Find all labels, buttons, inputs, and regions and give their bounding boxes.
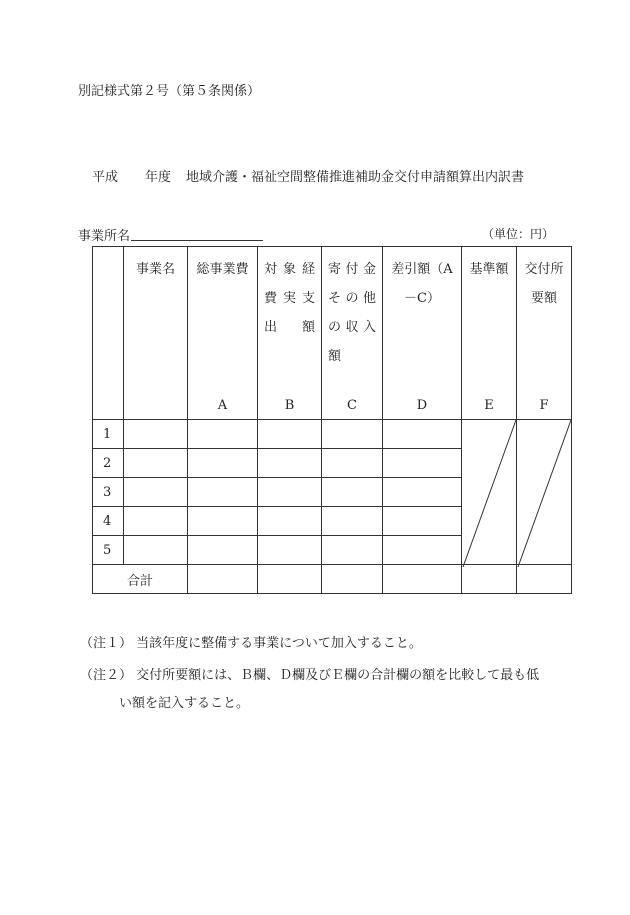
unit-label: （単位：円） [482, 227, 555, 241]
header-row [93, 247, 572, 420]
breakdown-table [92, 246, 572, 594]
cell-target-expense[interactable] [258, 507, 322, 536]
header-letter-d: D [416, 398, 428, 413]
header-donation-income: 寄付金その他の収入額 C [322, 247, 383, 420]
header-project-name: 事業名 [124, 247, 188, 420]
cell-donation-income[interactable] [322, 507, 383, 536]
title-year-label: 年度 [145, 170, 172, 185]
row-number: 2 [93, 449, 124, 478]
header-letter-f: F [539, 398, 549, 413]
cell-total-cost[interactable] [188, 420, 258, 449]
cell-difference[interactable] [383, 420, 462, 449]
cell-standard-amount-hatched [462, 420, 517, 565]
office-name-field[interactable] [131, 240, 263, 241]
header-letter-c: C [347, 398, 357, 413]
cell-donation-income[interactable] [322, 449, 383, 478]
cell-difference[interactable] [383, 507, 462, 536]
table-row [93, 420, 572, 449]
header-letter-a: A [217, 398, 228, 413]
cell-required-grant-hatched [517, 420, 572, 565]
diagonal-line-icon [517, 420, 572, 567]
office-name-label: 事業所名 [78, 229, 131, 244]
cell-total-cost[interactable] [188, 478, 258, 507]
total-label: 合計 [93, 565, 188, 594]
row-number: 4 [93, 507, 124, 536]
cell-donation-income[interactable] [322, 420, 383, 449]
title-era: 平成 [92, 170, 119, 185]
header-total-cost: 総事業費 A [188, 247, 258, 420]
cell-target-expense[interactable] [258, 449, 322, 478]
row-number: 1 [93, 420, 124, 449]
total-difference[interactable] [383, 565, 462, 594]
diagonal-line-icon [462, 420, 517, 567]
header-difference: 差引額（A－C） D [383, 247, 462, 420]
note-2: （注２） 交付所要額には、Ｂ欄、Ｄ欄及びＥ欄の合計欄の額を比較して最も低 [80, 668, 540, 683]
note-1: （注１） 当該年度に整備する事業について加入すること。 [80, 636, 422, 651]
row-number: 3 [93, 478, 124, 507]
cell-difference[interactable] [383, 536, 462, 565]
cell-target-expense[interactable] [258, 478, 322, 507]
cell-total-cost[interactable] [188, 449, 258, 478]
cell-project-name[interactable] [124, 507, 188, 536]
cell-difference[interactable] [383, 449, 462, 478]
cell-donation-income[interactable] [322, 478, 383, 507]
cell-total-cost[interactable] [188, 507, 258, 536]
cell-project-name[interactable] [124, 536, 188, 565]
cell-difference[interactable] [383, 478, 462, 507]
total-donation-income[interactable] [322, 565, 383, 594]
header-target-expense: 対象経費実支出額 B [258, 247, 322, 420]
header-standard-amount: 基準額 E [462, 247, 517, 420]
cell-target-expense[interactable] [258, 536, 322, 565]
row-number: 5 [93, 536, 124, 565]
total-required-grant[interactable] [517, 565, 572, 594]
total-total-cost[interactable] [188, 565, 258, 594]
cell-target-expense[interactable] [258, 420, 322, 449]
cell-total-cost[interactable] [188, 536, 258, 565]
document-title: 地域介護・福祉空間整備推進補助金交付申請額算出内訳書 [186, 170, 525, 185]
header-no [93, 247, 124, 420]
total-standard-amount[interactable] [462, 565, 517, 594]
header-required-grant: 交付所要額 F [517, 247, 572, 420]
cell-project-name[interactable] [124, 478, 188, 507]
cell-donation-income[interactable] [322, 536, 383, 565]
cell-project-name[interactable] [124, 420, 188, 449]
form-number: 別記様式第２号（第５条関係） [78, 84, 261, 99]
header-letter-b: B [284, 398, 295, 413]
total-row [93, 565, 572, 594]
note-2-continued: い額を記入すること。 [119, 696, 250, 711]
cell-project-name[interactable] [124, 449, 188, 478]
total-target-expense[interactable] [258, 565, 322, 594]
header-letter-e: E [484, 398, 494, 413]
